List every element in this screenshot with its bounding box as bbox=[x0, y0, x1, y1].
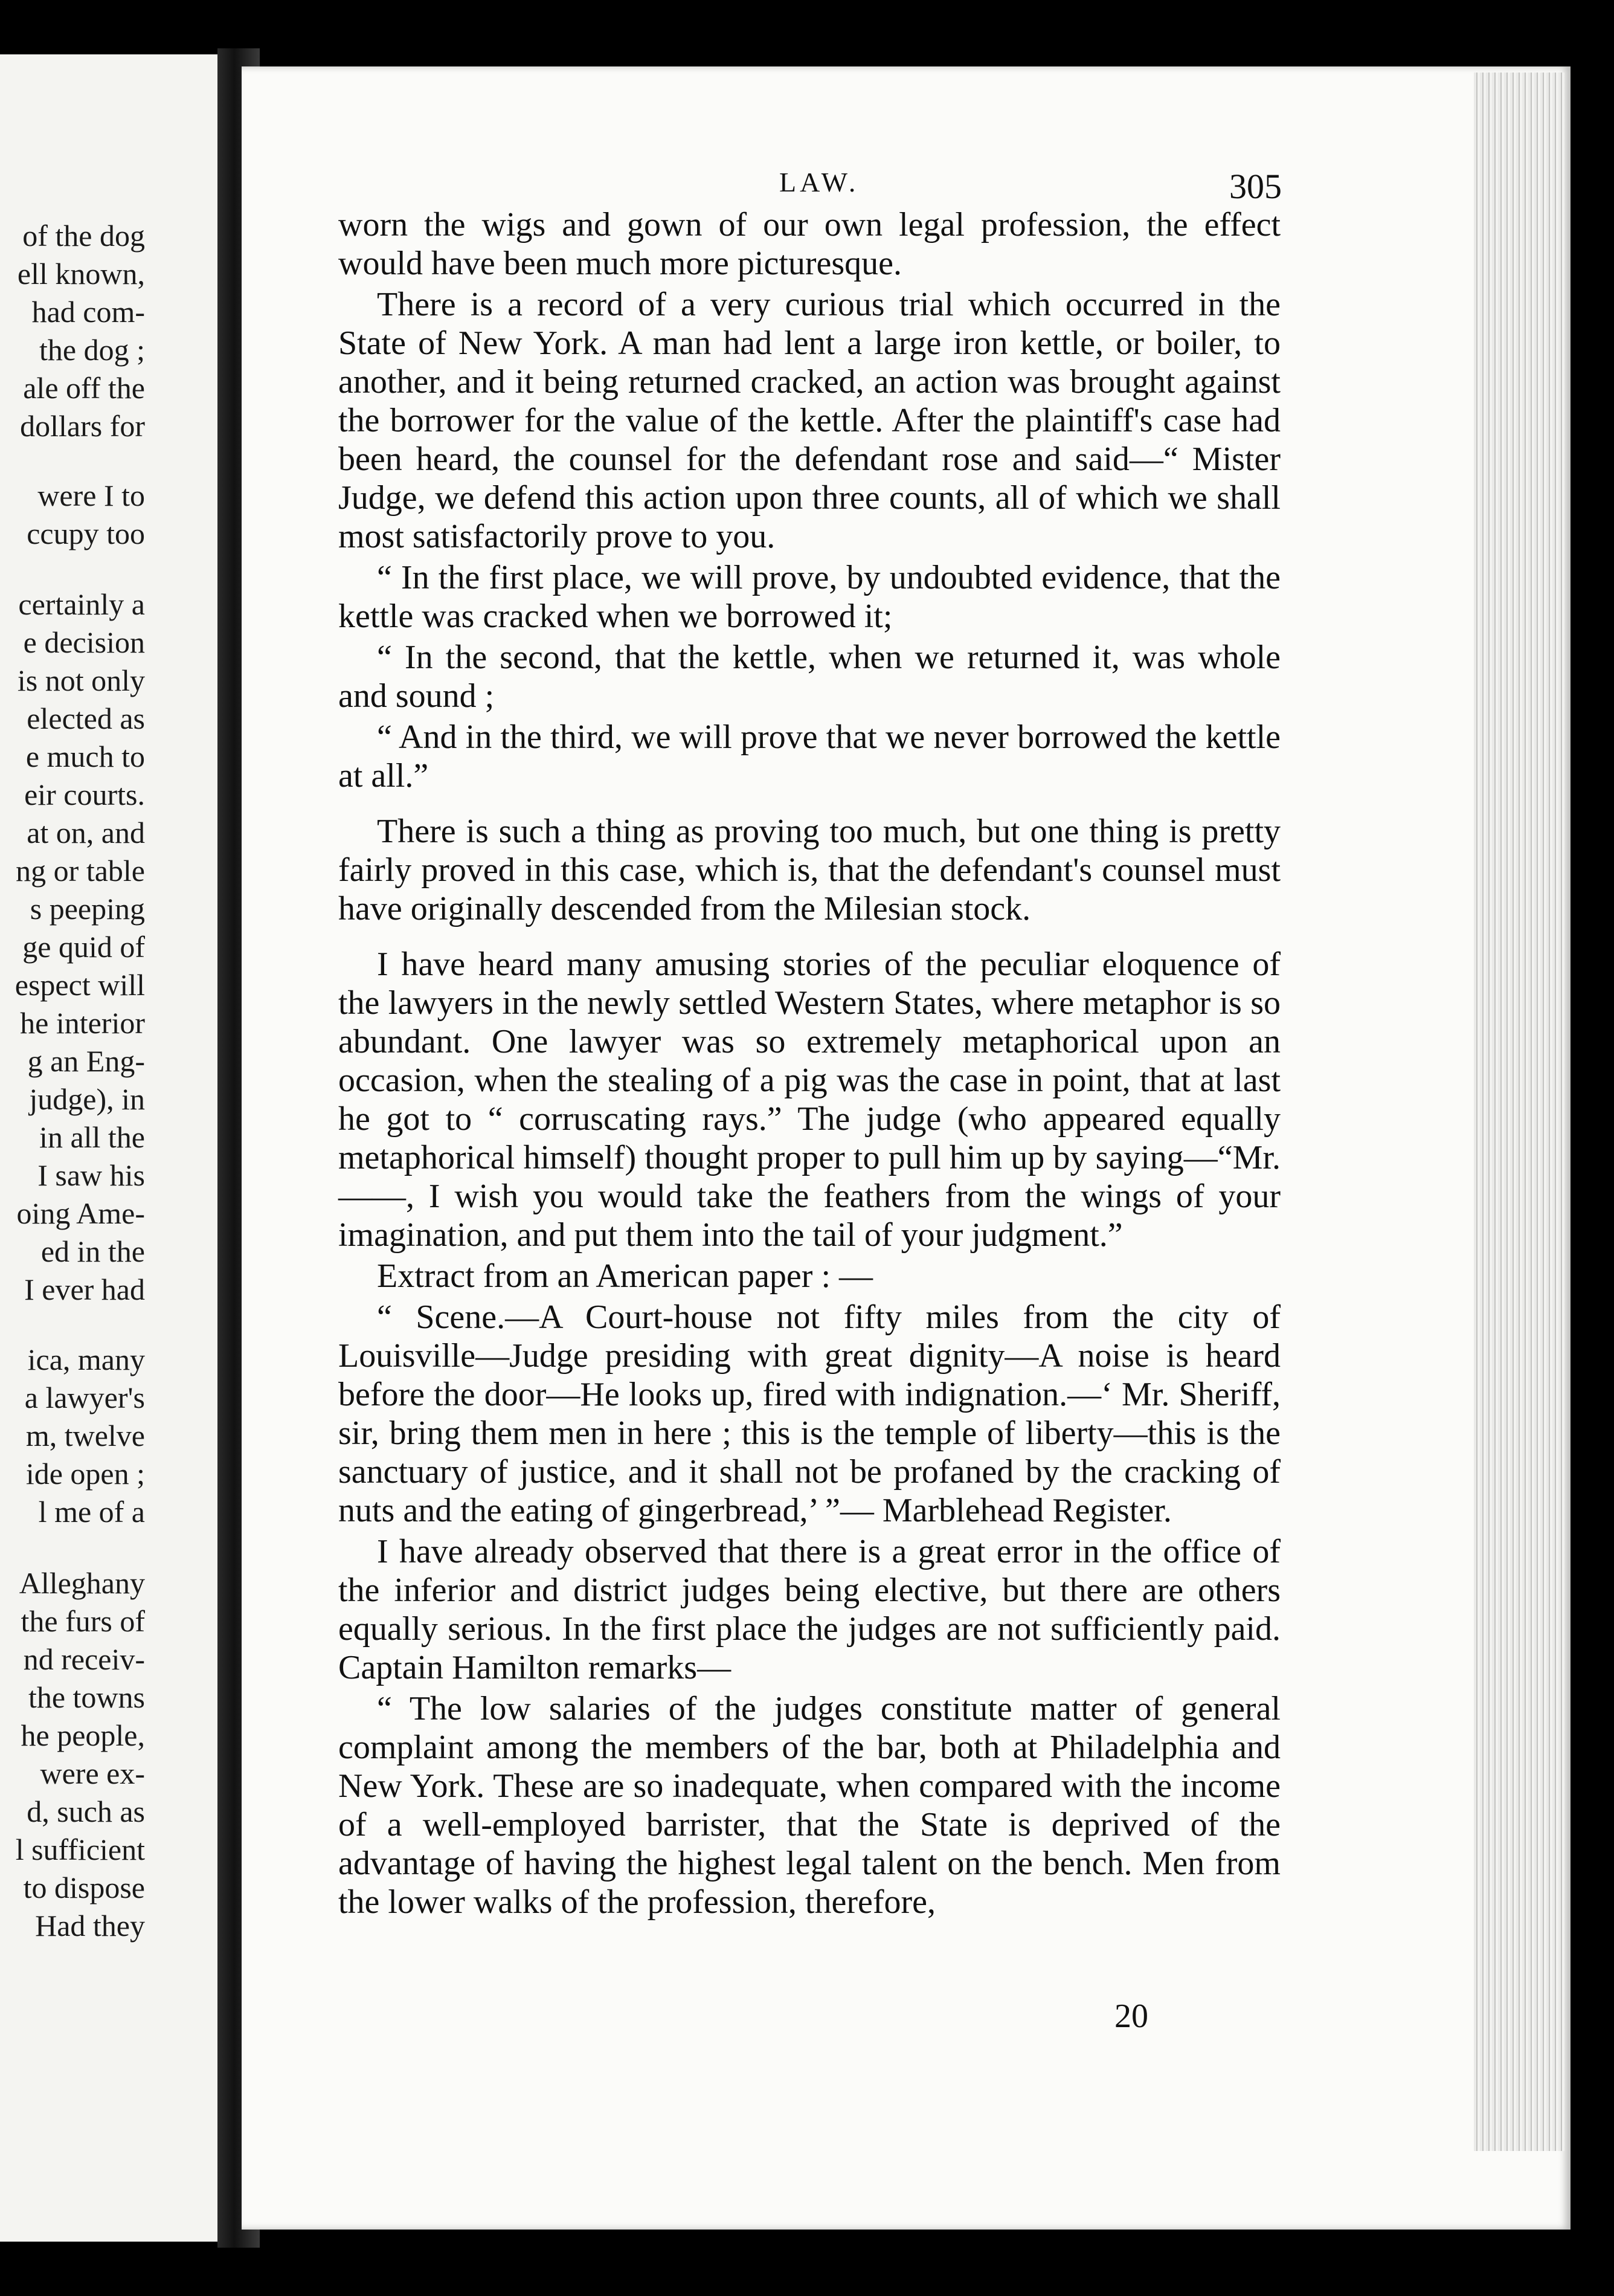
left-line: e much to bbox=[25, 740, 145, 773]
left-line: ale off the bbox=[23, 371, 145, 405]
paragraph: I have already observed that there is a great error in the office of the inferior and district judges being elective, but there are others equally serious. In the first place the judges are not sufficiently paid. Captain Hamilton remarks— bbox=[338, 1533, 1281, 1686]
paragraph: “ In the first place, we will prove, by undoubted evidence, that the kettle was cracked when we borrowed it; bbox=[338, 559, 1281, 635]
left-line: the furs of bbox=[21, 1604, 145, 1638]
paragraph: Extract from an American paper : — bbox=[377, 1257, 873, 1295]
left-line: judge), in bbox=[29, 1082, 145, 1116]
left-line: I ever had bbox=[24, 1272, 145, 1306]
left-line: to dispose bbox=[23, 1871, 145, 1904]
left-line: g an Eng- bbox=[27, 1044, 145, 1078]
paragraph: There is such a thing as proving too much, but one thing is pretty fairly proved in this case, which is, that the defendant's counsel must have originally descended from the Milesian stock. bbox=[338, 813, 1281, 927]
left-line: l sufficient bbox=[15, 1833, 145, 1866]
paragraph: “ In the second, that the kettle, when we returned it, was whole and sound ; bbox=[338, 639, 1281, 715]
paragraph: I have heard many amusing stories of the peculiar eloquence of the lawyers in the newly settled Western States, where metaphor is so abundant. One lawyer was so extremely metaphorical upon an occasion, when the stealing of a pig was the case in point, that at last he got to “ corruscating rays.” The judge (who appeared equally metaphorical himself) thought proper to pull him up by saying—“Mr.——, I wish you would take the feathers from the wings of your imagination, and put them into the tail of your judgment.” bbox=[338, 946, 1281, 1254]
left-line: ccupy too bbox=[27, 517, 145, 550]
paragraph: “ And in the third, we will prove that we never borrowed the kettle at all.” bbox=[338, 718, 1281, 795]
body-text bbox=[338, 205, 1281, 1924]
left-line: of the dog bbox=[22, 219, 145, 253]
left-line: at on, and bbox=[27, 816, 145, 850]
left-line: elected as bbox=[27, 701, 145, 735]
left-line: d, such as bbox=[27, 1795, 145, 1828]
left-line: ge quid of bbox=[22, 930, 145, 964]
left-line: dollars for bbox=[20, 409, 145, 443]
left-line: ide open ; bbox=[25, 1457, 145, 1491]
left-line: he interior bbox=[20, 1006, 145, 1040]
left-line: a lawyer's bbox=[24, 1381, 145, 1414]
left-line: ica, many bbox=[27, 1343, 145, 1376]
left-line: Had they bbox=[35, 1909, 145, 1943]
left-line: ng or table bbox=[16, 854, 145, 888]
left-line: oing Ame- bbox=[16, 1196, 145, 1230]
left-line: ell known, bbox=[17, 257, 145, 291]
paragraph: “ Scene.—A Court-house not fifty miles from the city of Louisville—Judge presiding with great dignity—A noise is heard before the door—He looks up, fired with indignation.—‘ Mr. Sheriff, sir, bring them men in here ; this is the temple of liberty—this is the sanctuary of justice, and it shall not be profaned by the cracking of nuts and the eating of gingerbread,’ ”— Marblehead Register. bbox=[338, 1298, 1281, 1529]
left-line: is not only bbox=[17, 663, 145, 697]
left-line: ed in the bbox=[40, 1234, 145, 1268]
left-line: the towns bbox=[28, 1680, 145, 1714]
left-line: I saw his bbox=[37, 1158, 145, 1192]
left-line: certainly a bbox=[18, 587, 145, 621]
page-edges bbox=[1474, 73, 1564, 2151]
paragraph: “ The low salaries of the judges constitute matter of general complaint among the members of the bar, both at Philadelphia and New York. These are so inadequate, when compared with the income of a well-employed barrister, that the State is deprived of the advantage of having the highest legal talent on the bench. Men from the lower walks of the profession, therefore, bbox=[338, 1690, 1281, 1921]
paragraph: worn the wigs and gown of our own legal profession, the effect would have been much more picturesque. bbox=[338, 206, 1281, 282]
page-number: 305 bbox=[1229, 167, 1282, 206]
running-head: LAW. bbox=[779, 167, 860, 198]
left-page-fragment bbox=[0, 54, 217, 2242]
paragraph: There is a record of a very curious trial which occurred in the State of New York. A man had lent a large iron kettle, or boiler, to another, and it being returned cracked, an action was brought against the borrower for the value of the kettle. After the plaintiff's case had been heard, the counsel for the defendant rose and said—“ Mister Judge, we defend this action upon three counts, all of which we shall most satisfactorily prove to you. bbox=[338, 286, 1281, 555]
left-line: espect will bbox=[14, 968, 145, 1002]
left-line: e decision bbox=[23, 625, 145, 659]
signature-mark: 20 bbox=[1114, 1998, 1148, 2035]
left-line: Alleghany bbox=[19, 1566, 145, 1600]
left-line: he people, bbox=[21, 1718, 145, 1752]
left-line: m, twelve bbox=[25, 1419, 145, 1453]
left-line: in all the bbox=[39, 1120, 145, 1154]
left-line: nd receiv- bbox=[23, 1642, 145, 1676]
left-line: had com- bbox=[31, 295, 145, 329]
left-line: were I to bbox=[37, 479, 145, 512]
left-line: eir courts. bbox=[24, 778, 145, 811]
left-line: s peeping bbox=[30, 892, 145, 926]
left-line: the dog ; bbox=[39, 333, 145, 367]
left-line: l me of a bbox=[38, 1495, 145, 1529]
left-line: were ex- bbox=[40, 1756, 145, 1790]
